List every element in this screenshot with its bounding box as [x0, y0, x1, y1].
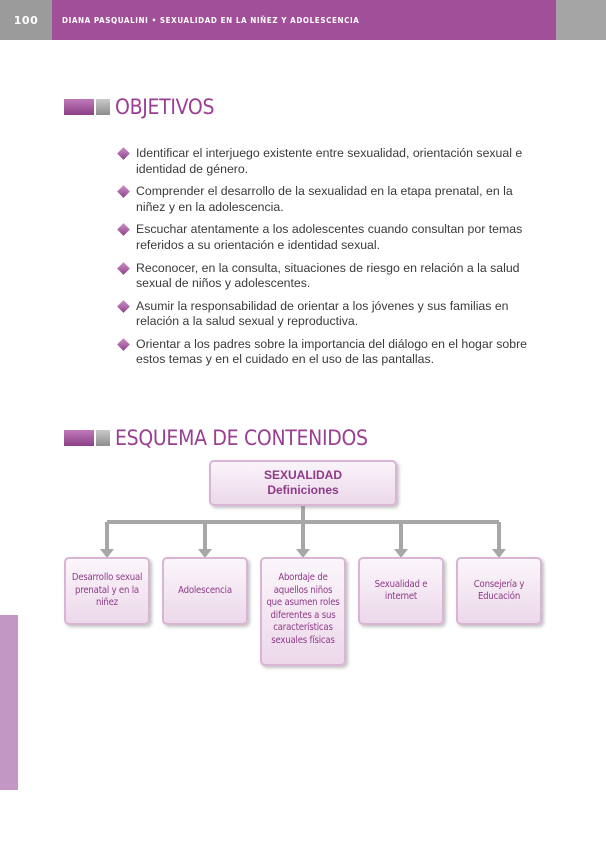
diagram-root-box [209, 460, 397, 506]
root-title: SEXUALIDAD [263, 468, 342, 482]
list-item-text: Comprender el desarrollo de la sexualidad en la etapa prenatal, en la niñez y en la adolescencia. [136, 184, 513, 214]
diagram-child-box [64, 557, 150, 625]
child-label: Sexualidad e internet [374, 578, 428, 602]
diagram-child-box [358, 557, 444, 625]
list-item-text: Reconocer, en la consulta, situaciones de riesgo en relación a la salud sexual de niños y adolescentes. [136, 260, 520, 291]
list-item-text: Escuchar atentamente a los adolescentes cuando consultan por temas referidos a su orientación e identidad sexual. [136, 222, 523, 252]
list-item-text: Orientar a los padres sobre la importancia del diálogo en el hogar sobre estos temas y en el cuidado en el uso de las pantallas. [136, 336, 527, 367]
diagram-child-box [162, 557, 248, 625]
child-label: Abordaje de aquellos niños que asumen roles diferentes a sus características sexuales físicas [266, 572, 340, 646]
child-label: Consejería y Educación [473, 578, 525, 602]
objetivos-title: OBJETIVOS [115, 95, 215, 119]
running-header: DIANA PASQUALINI • SEXUALIDAD EN LA NIÑEZ Y ADOLESCENCIA [52, 0, 556, 40]
diagram-child-box [260, 557, 346, 666]
diagram-child-box [456, 557, 542, 625]
list-item-text: Identificar el interjuego existente entre sexualidad, orientación sexual e identidad de género. [136, 146, 523, 176]
esquema-title: ESQUEMA DE CONTENIDOS [115, 426, 368, 450]
root-subtitle: Definiciones [267, 483, 339, 497]
child-label: Adolescencia [178, 584, 232, 596]
list-item-text: Asumir la responsabilidad de orientar a los jóvenes y sus familias en relación a la salud sexual y reproductiva. [136, 298, 509, 329]
child-label: Desarrollo sexual prenatal y en la niñez [71, 572, 143, 609]
page-number: 100 [0, 0, 52, 40]
